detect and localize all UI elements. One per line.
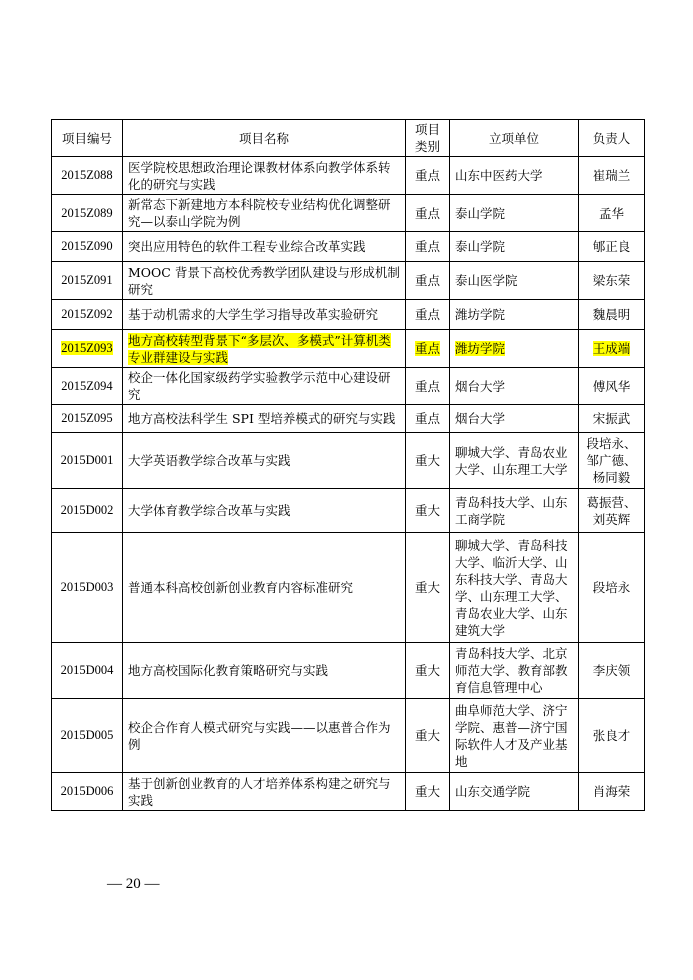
highlighted-text: 潍坊学院 (455, 341, 506, 356)
cell-code: 2015Z088 (52, 157, 123, 195)
cell-category (406, 330, 450, 368)
cell-category: 重大 (406, 643, 450, 699)
cell-code: 2015Z090 (52, 232, 123, 262)
cell-category: 重点 (406, 195, 450, 232)
cell-unit: 烟台大学 (450, 405, 579, 433)
cell-person: 葛振营、刘英辉 (579, 489, 645, 533)
cell-unit: 潍坊学院 (450, 300, 579, 330)
header-name: 项目名称 (123, 120, 406, 157)
cell-category: 重点 (406, 157, 450, 195)
highlighted-text: 地方高校转型背景下“多层次、多模式”计算机类专业群建设与实践 (128, 332, 391, 365)
table-row (52, 699, 645, 773)
table-row (52, 157, 645, 195)
cell-category: 重大 (406, 533, 450, 643)
cell-unit (450, 330, 579, 368)
table-row (52, 232, 645, 262)
cell-category: 重点 (406, 262, 450, 300)
cell-person: 梁东荣 (579, 262, 645, 300)
highlighted-text: 重点 (414, 341, 440, 356)
cell-name: 大学英语教学综合改革与实践 (123, 433, 406, 489)
cell-unit: 烟台大学 (450, 368, 579, 405)
cell-name: 校企合作育人模式研究与实践——以惠普合作为例 (123, 699, 406, 773)
table-row (52, 262, 645, 300)
table-row-highlighted (52, 330, 645, 368)
cell-name: 医学院校思想政治理论课教材体系向教学体系转化的研究与实践 (123, 157, 406, 195)
cell-unit: 泰山学院 (450, 232, 579, 262)
table-row (52, 405, 645, 433)
cell-category: 重大 (406, 433, 450, 489)
cell-unit: 曲阜师范大学、济宁学院、惠普—济宁国际软件人才及产业基地 (450, 699, 579, 773)
cell-code: 2015D001 (52, 433, 123, 489)
cell-name: 地方高校法科学生 SPI 型培养模式的研究与实践 (123, 405, 406, 433)
table-row (52, 533, 645, 643)
header-unit: 立项单位 (450, 120, 579, 157)
cell-category: 重大 (406, 773, 450, 811)
cell-unit: 山东中医药大学 (450, 157, 579, 195)
cell-category: 重点 (406, 405, 450, 433)
highlighted-text: 2015Z093 (61, 341, 113, 355)
table-row (52, 300, 645, 330)
cell-person: 段培永 (579, 533, 645, 643)
cell-name: 基于创新创业教育的人才培养体系构建之研究与实践 (123, 773, 406, 811)
page-number: — 20 — (107, 876, 160, 892)
cell-name: 大学体育教学综合改革与实践 (123, 489, 406, 533)
cell-person: 肖海荣 (579, 773, 645, 811)
project-table (51, 119, 645, 811)
cell-category: 重点 (406, 232, 450, 262)
cell-unit: 泰山医学院 (450, 262, 579, 300)
cell-unit: 青岛科技大学、山东工商学院 (450, 489, 579, 533)
cell-name: MOOC 背景下高校优秀教学团队建设与形成机制研究 (123, 262, 406, 300)
table-row (52, 433, 645, 489)
table-row (52, 368, 645, 405)
cell-code (52, 330, 123, 368)
header-category: 项目 类别 (406, 120, 450, 157)
cell-code: 2015D006 (52, 773, 123, 811)
table-row (52, 195, 645, 232)
cell-person (579, 330, 645, 368)
cell-category: 重大 (406, 699, 450, 773)
cell-code: 2015Z095 (52, 405, 123, 433)
cell-unit: 聊城大学、青岛农业大学、山东理工大学 (450, 433, 579, 489)
cell-person: 郇正良 (579, 232, 645, 262)
table-header-row (52, 120, 645, 157)
cell-code: 2015Z092 (52, 300, 123, 330)
table-row (52, 489, 645, 533)
highlighted-text: 王成端 (592, 341, 631, 356)
cell-person: 李庆领 (579, 643, 645, 699)
cell-code: 2015D004 (52, 643, 123, 699)
cell-code: 2015Z089 (52, 195, 123, 232)
cell-person: 孟华 (579, 195, 645, 232)
header-person: 负责人 (579, 120, 645, 157)
cell-person: 崔瑞兰 (579, 157, 645, 195)
cell-code: 2015Z094 (52, 368, 123, 405)
cell-name: 普通本科高校创新创业教育内容标准研究 (123, 533, 406, 643)
cell-code: 2015D005 (52, 699, 123, 773)
cell-unit: 青岛科技大学、北京师范大学、教育部教育信息管理中心 (450, 643, 579, 699)
cell-person: 宋振武 (579, 405, 645, 433)
cell-category: 重点 (406, 368, 450, 405)
cell-name: 新常态下新建地方本科院校专业结构优化调整研究—以泰山学院为例 (123, 195, 406, 232)
cell-name: 突出应用特色的软件工程专业综合改革实践 (123, 232, 406, 262)
cell-name: 地方高校国际化教育策略研究与实践 (123, 643, 406, 699)
cell-person: 魏晨明 (579, 300, 645, 330)
cell-code: 2015D002 (52, 489, 123, 533)
cell-name: 基于动机需求的大学生学习指导改革实验研究 (123, 300, 406, 330)
cell-person: 张良才 (579, 699, 645, 773)
cell-unit: 山东交通学院 (450, 773, 579, 811)
cell-unit: 泰山学院 (450, 195, 579, 232)
cell-code: 2015Z091 (52, 262, 123, 300)
cell-name: 校企一体化国家级药学实验教学示范中心建设研究 (123, 368, 406, 405)
table-row (52, 773, 645, 811)
header-code: 项目编号 (52, 120, 123, 157)
cell-person: 段培永、邹广德、杨同毅 (579, 433, 645, 489)
cell-name (123, 330, 406, 368)
cell-category: 重点 (406, 300, 450, 330)
cell-person: 傅风华 (579, 368, 645, 405)
cell-unit: 聊城大学、青岛科技大学、临沂大学、山东科技大学、青岛大学、山东理工大学、青岛农业大学、山东建筑大学 (450, 533, 579, 643)
table-row (52, 643, 645, 699)
cell-code: 2015D003 (52, 533, 123, 643)
cell-category: 重大 (406, 489, 450, 533)
